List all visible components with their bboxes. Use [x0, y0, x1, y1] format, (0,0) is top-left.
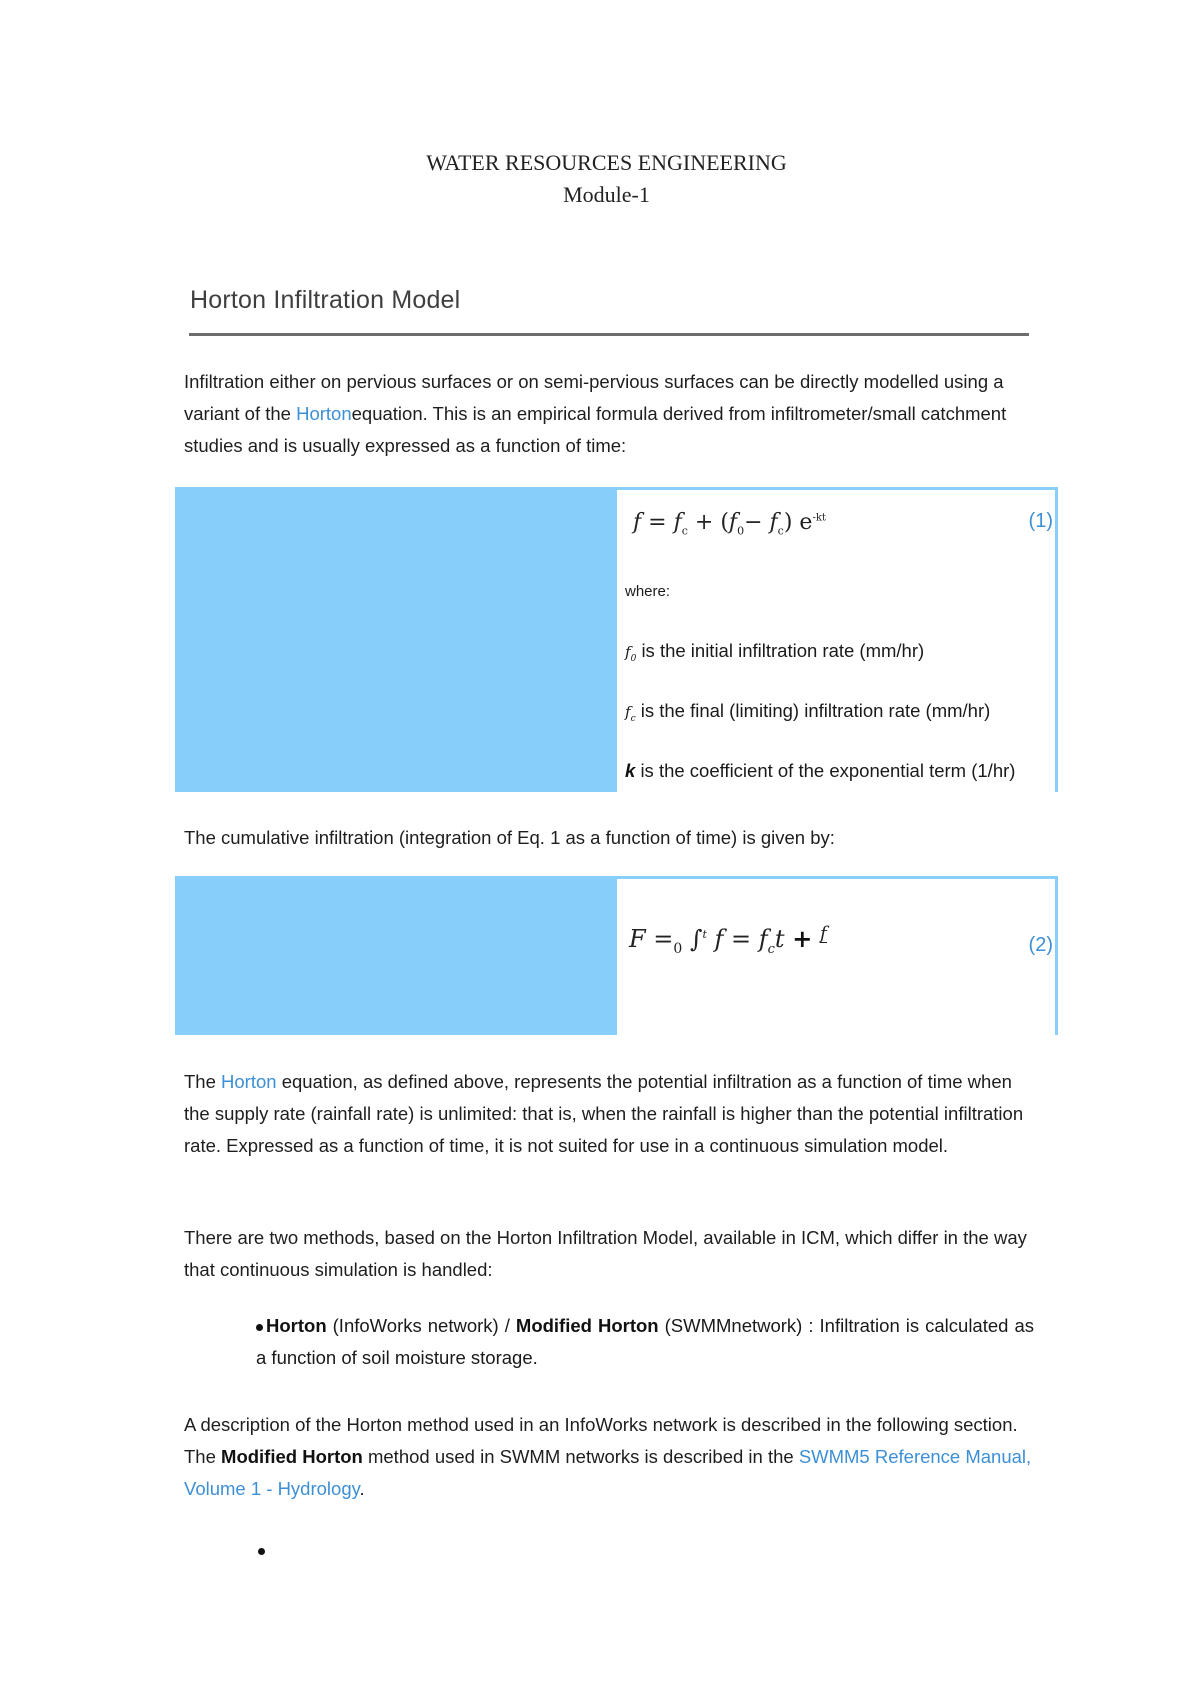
intro-text-end: equation. This is an empirical formula derived from infiltrometer/small catchment studies and is usually expressed as a function of time:: [184, 403, 1007, 456]
equation-1-formula: $f = f_c + (f_0- f_c)$ $e^{-kt}$: [633, 510, 826, 538]
description-text-2: method used in SWMM networks is described in the: [362, 1446, 799, 1467]
equation-1-placeholder: [175, 487, 617, 792]
definition-f0-text: is the initial infiltration rate (mm/hr): [641, 640, 925, 661]
bullet-dot-2: [258, 1548, 265, 1555]
bullet-rest: (SWMMnetwork) : Infiltration is calculated as a function of soil moisture storage.: [256, 1315, 1035, 1368]
description-bold: Modified Horton: [221, 1446, 363, 1467]
equation-2-placeholder: [175, 876, 617, 1035]
bullet-bold-horton: Horton: [266, 1315, 327, 1336]
horton-paragraph-text: equation, as defined above, represents the potential infiltration as a function of time when the supply rate (rainfall rate) is unlimited: that is, when the rainfall is higher than the potential infiltration rate. Expressed as a function of time, it is not suited for use in a continuous simulation model.: [184, 1071, 1024, 1156]
equation-1-block: [175, 487, 1058, 792]
horton-paragraph: [184, 1066, 1034, 1162]
section-heading: Horton Infiltration Model: [190, 286, 461, 314]
definition-fc-text: is the final (limiting) infiltration rate (mm/hr): [640, 700, 991, 721]
heading-divider: [189, 333, 1029, 336]
bullet-dot: [256, 1324, 263, 1331]
definition-fc: $f_c$ is the final (limiting) infiltration rate (mm/hr): [625, 700, 991, 724]
course-title: WATER RESOURCES ENGINEERING: [426, 150, 787, 175]
equation-2-formula: $F =_0$ ∫$^t$ $f = f_ct + f$: [629, 923, 827, 957]
equation-1-panel: [617, 487, 1058, 792]
description-text-3: .: [359, 1478, 365, 1499]
empty-bullet: [258, 1543, 268, 1561]
description-text-1: A description of the Horton method used in an InfoWorks network is described in the following section. The: [184, 1414, 1018, 1467]
bullet-mid: (InfoWorks network) /: [326, 1315, 516, 1336]
intro-paragraph: [184, 366, 1034, 462]
description-paragraph: [184, 1409, 1034, 1505]
intro-text-start: Infiltration either on pervious surfaces or on semi-pervious surfaces can be directly modelled using a variant of the: [184, 371, 1004, 424]
definition-k: [625, 760, 1015, 782]
equation-1-number: (1): [1028, 510, 1053, 532]
definition-k-text: is the coefficient of the exponential term (1/hr): [640, 760, 1016, 781]
horton-link[interactable]: Horton: [296, 403, 352, 424]
bullet-bold-modified-horton: Modified Horton: [515, 1315, 659, 1336]
cumulative-paragraph: The cumulative infiltration (integration of Eq. 1 as a function of time) is given by:: [184, 827, 835, 848]
k-symbol: k: [625, 760, 636, 781]
methods-paragraph: There are two methods, based on the Horton Infiltration Model, available in ICM, which differ in the way that continuous simulation is handled:: [184, 1227, 1027, 1280]
horton-link-2[interactable]: Horton: [221, 1071, 277, 1092]
horton-paragraph-prefix: The: [184, 1071, 222, 1092]
swmm5-reference-link[interactable]: SWMM5 Reference Manual, Volume 1 - Hydrology: [184, 1446, 1032, 1499]
bullet-horton: [256, 1310, 1034, 1374]
equation-2-panel: [617, 876, 1058, 1035]
definition-f0: $f_0$ is the initial infiltration rate (mm/hr): [625, 640, 925, 664]
equation-2-block: [175, 876, 1058, 1035]
module-label: Module-1: [563, 182, 650, 207]
equation-2-number: (2): [1028, 934, 1053, 956]
where-label: where:: [625, 583, 671, 600]
